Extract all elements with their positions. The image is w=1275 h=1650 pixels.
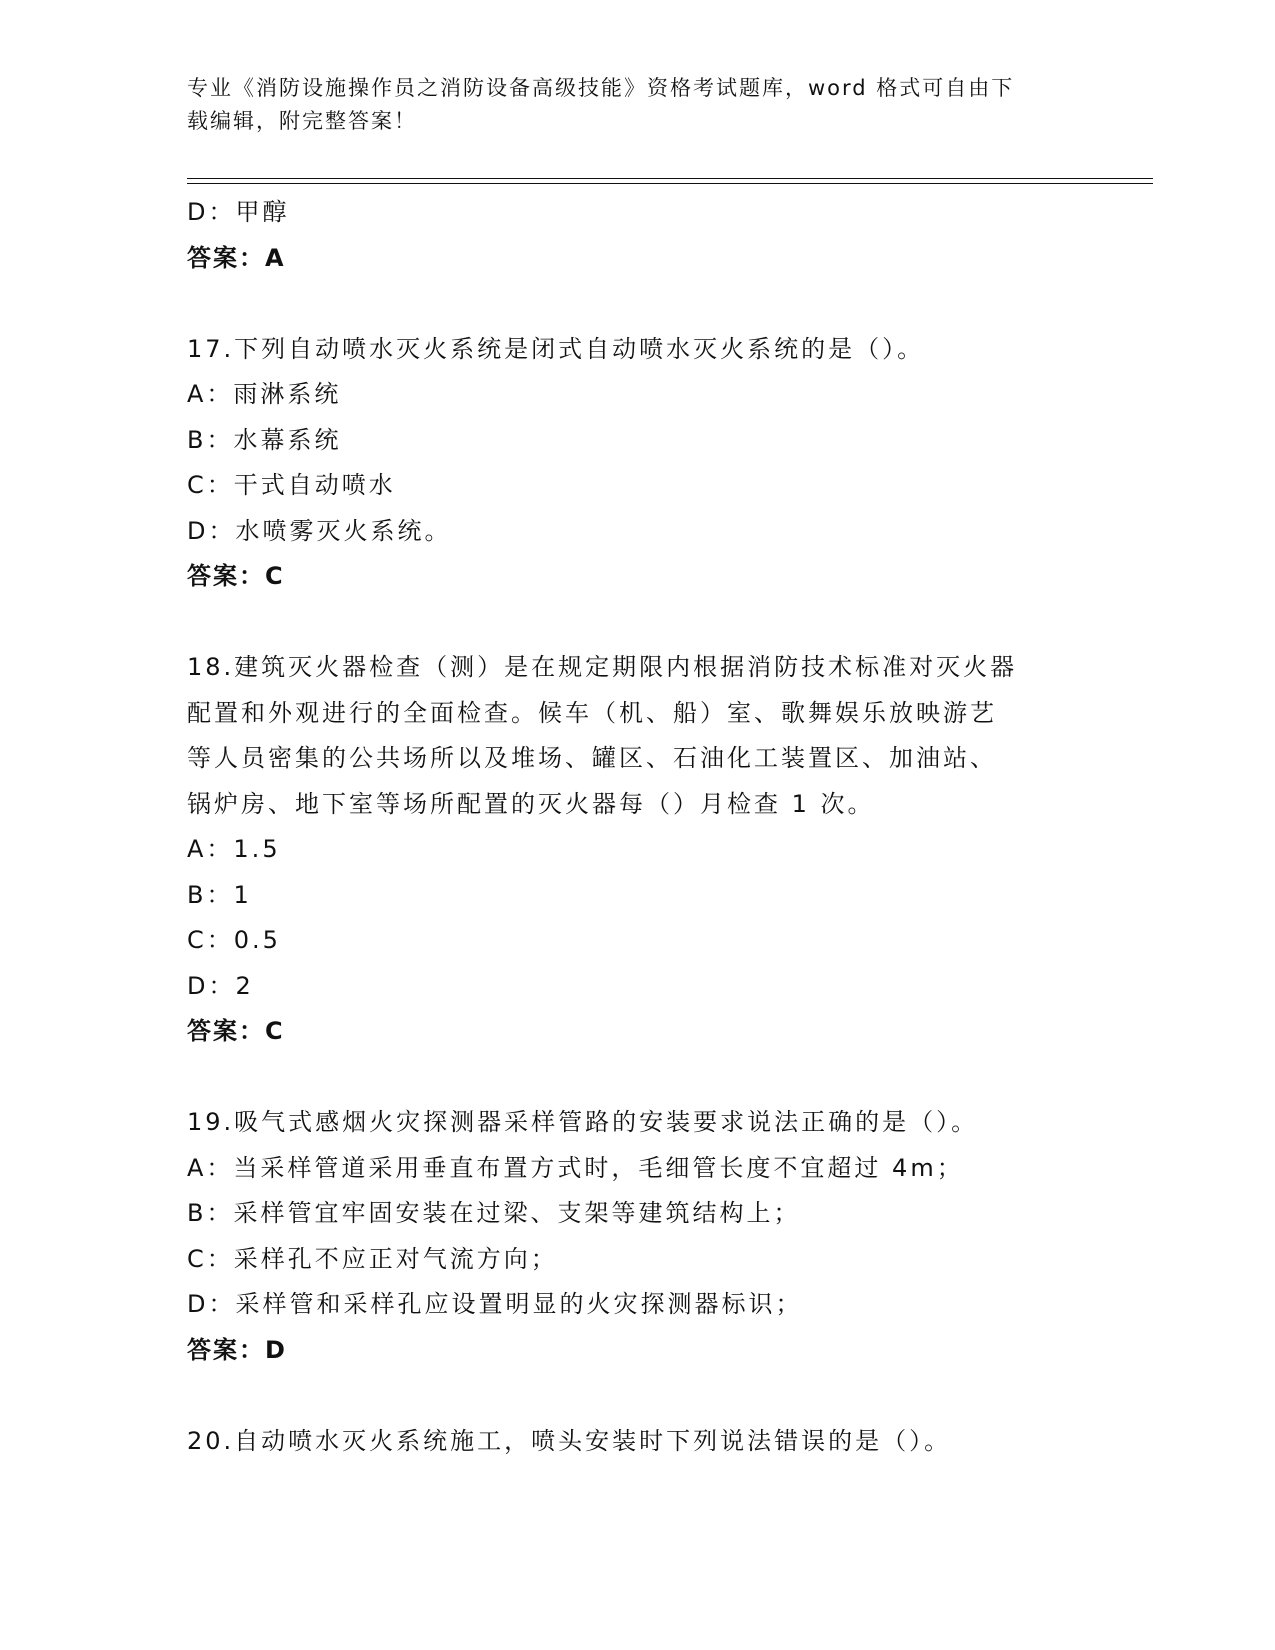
option-d: D：甲醇 — [187, 198, 290, 226]
document-header — [187, 72, 1067, 138]
answer-line: 答案：C — [187, 562, 285, 590]
question-list — [187, 190, 1087, 1464]
question-stem-line-3: 等人员密集的公共场所以及堆场、罐区、石油化工装置区、加油站、 — [187, 744, 997, 772]
header-divider-bottom — [187, 183, 1153, 184]
question-stem-line-2: 配置和外观进行的全面检查。候车（机、船）室、歌舞娱乐放映游艺 — [187, 698, 997, 727]
option-a: A：1.5 — [187, 835, 281, 863]
question-stem: 19.吸气式感烟火灾探测器采样管路的安装要求说法正确的是（）。 — [187, 1108, 979, 1136]
question-19 — [187, 1100, 1087, 1373]
answer-line: 答案：C — [187, 1017, 285, 1045]
option-b: B：采样管宜牢固安装在过梁、支架等建筑结构上； — [187, 1199, 801, 1227]
option-c: C：采样孔不应正对气流方向； — [187, 1244, 558, 1273]
question-stem: 20.自动喷水灭火系统施工，喷头安装时下列说法错误的是（）。 — [187, 1426, 952, 1455]
question-20 — [187, 1419, 1087, 1465]
option-a: A：雨淋系统 — [187, 380, 342, 408]
answer-line: 答案：A — [187, 243, 286, 272]
option-b: B：水幕系统 — [187, 425, 342, 454]
answer-line: 答案：D — [187, 1335, 287, 1364]
question-stem: 17.下列自动喷水灭火系统是闭式自动喷水灭火系统的是（）。 — [187, 334, 925, 363]
option-d: D：水喷雾灭火系统。 — [187, 516, 452, 545]
question-stem-line-4: 锅炉房、地下室等场所配置的灭火器每（）月检查 1 次。 — [187, 789, 875, 818]
question-18 — [187, 645, 1087, 1055]
header-line-2: 载编辑，附完整答案！ — [187, 109, 417, 133]
previous-question-tail — [187, 190, 1087, 281]
option-c: C：干式自动喷水 — [187, 471, 396, 499]
header-line-1: 专业《消防设施操作员之消防设备高级技能》资格考试题库，word 格式可自由下 — [187, 76, 1015, 100]
question-17 — [187, 327, 1087, 600]
option-c: C：0.5 — [187, 926, 281, 954]
option-a: A：当采样管道采用垂直布置方式时，毛细管长度不宜超过 4m； — [187, 1153, 964, 1182]
question-stem-line-1: 18.建筑灭火器检查（测）是在规定期限内根据消防技术标准对灭火器 — [187, 653, 1018, 681]
option-b: B：1 — [187, 880, 252, 909]
option-d: D：2 — [187, 971, 254, 1000]
header-divider-top — [187, 178, 1153, 179]
option-d: D：采样管和采样孔应设置明显的火灾探测器标识； — [187, 1290, 803, 1318]
